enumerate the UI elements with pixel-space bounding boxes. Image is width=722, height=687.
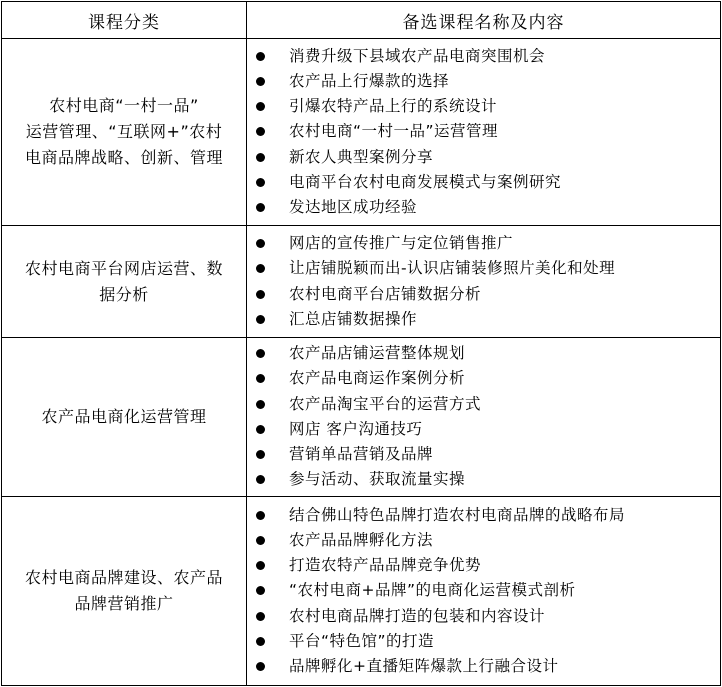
course-list-cell — [247, 337, 721, 496]
list-item — [247, 417, 720, 442]
bullet-icon — [256, 178, 265, 187]
bullet-icon — [256, 264, 265, 273]
bullet-icon — [256, 349, 265, 358]
list-item-text: 电商平台农村电商发展模式与案例研究 — [289, 172, 562, 191]
list-item-text: 平台“特色馆”的打造 — [289, 631, 435, 650]
list-item-text: 参与活动、获取流量实操 — [289, 470, 466, 489]
bullet-icon — [256, 127, 265, 136]
bullet-icon — [256, 203, 265, 212]
bullet-icon — [256, 52, 265, 61]
list-item — [247, 195, 720, 220]
bullet-icon — [256, 315, 265, 324]
list-item-text: 消费升级下县域农产品电商突围机会 — [289, 46, 546, 65]
list-item — [247, 604, 720, 629]
category-line: 农产品电商化运营管理 — [41, 406, 207, 426]
list-item-text: 网店 客户沟通技巧 — [289, 419, 423, 438]
list-item — [247, 366, 720, 391]
bullet-icon — [256, 153, 265, 162]
bullet-icon — [256, 450, 265, 459]
list-item — [247, 94, 720, 119]
list-item — [247, 145, 720, 170]
category-cell — [2, 226, 247, 338]
list-item — [247, 69, 720, 94]
list-item — [247, 503, 720, 528]
list-item-text: 农产品淘宝平台的运营方式 — [289, 394, 482, 413]
category-line: 据分析 — [99, 284, 149, 304]
bullet-icon — [256, 400, 265, 409]
list-item — [247, 231, 720, 256]
category-line: 农村电商“一村一品” — [49, 96, 199, 116]
course-list-cell — [247, 39, 721, 226]
list-item — [247, 654, 720, 679]
bullet-icon — [256, 290, 265, 299]
list-item-text: 农村电商平台店铺数据分析 — [289, 284, 482, 303]
header-row — [2, 2, 721, 39]
course-list-cell — [247, 496, 721, 685]
list-item — [247, 392, 720, 417]
list-item — [247, 341, 720, 366]
course-list — [247, 231, 720, 332]
table-row — [2, 496, 721, 685]
table-row — [2, 337, 721, 496]
list-item — [247, 442, 720, 467]
list-item-text: “农村电商+品牌”的电商化运营模式剖析 — [289, 581, 576, 600]
category-cell — [2, 39, 247, 226]
course-list — [247, 44, 720, 220]
bullet-icon — [256, 662, 265, 671]
list-item — [247, 170, 720, 195]
bullet-icon — [256, 612, 265, 621]
category-cell — [2, 496, 247, 685]
list-item-text: 农产品电商运作案例分析 — [289, 369, 466, 388]
list-item-text: 汇总店铺数据操作 — [289, 309, 418, 328]
list-item — [247, 467, 720, 492]
category-line: 运营管理、“互联网+”农村 — [25, 122, 223, 142]
content-header: 备选课程名称及内容 — [247, 2, 721, 39]
list-item — [247, 44, 720, 69]
list-item-text: 农村电商“一村一品”运营管理 — [289, 122, 499, 141]
list-item — [247, 528, 720, 553]
list-item-text: 网店的宣传推广与定位销售推广 — [289, 234, 514, 253]
course-list — [247, 503, 720, 679]
category-line: 电商品牌战略、创新、管理 — [24, 148, 223, 168]
list-item-text: 农产品店铺运营整体规划 — [289, 344, 466, 363]
category-cell — [2, 337, 247, 496]
list-item — [247, 256, 720, 281]
list-item-text: 打造农特产品品牌竞争优势 — [289, 556, 482, 575]
bullet-icon — [256, 475, 265, 484]
bullet-icon — [256, 586, 265, 595]
course-list-cell — [247, 226, 721, 338]
table-row — [2, 226, 721, 338]
list-item-text: 农产品上行爆款的选择 — [289, 72, 450, 91]
course-table — [1, 1, 721, 686]
list-item — [247, 119, 720, 144]
category-line: 品牌营销推广 — [74, 593, 174, 613]
list-item-text: 营销单品营销及品牌 — [289, 445, 434, 464]
list-item-text: 新农人典型案例分享 — [289, 147, 434, 166]
category-line: 农村电商品牌建设、农产品 — [24, 567, 223, 587]
list-item-text: 品牌孵化+直播矩阵爆款上行融合设计 — [289, 656, 559, 675]
list-item — [247, 553, 720, 578]
bullet-icon — [256, 511, 265, 520]
bullet-icon — [256, 102, 265, 111]
list-item-text: 让店铺脱颖而出-认识店铺装修照片美化和处理 — [289, 259, 616, 278]
list-item — [247, 282, 720, 307]
table-row — [2, 39, 721, 226]
bullet-icon — [256, 239, 265, 248]
bullet-icon — [256, 637, 265, 646]
list-item-text: 农产品品牌孵化方法 — [289, 530, 434, 549]
course-list — [247, 341, 720, 492]
bullet-icon — [256, 561, 265, 570]
list-item — [247, 629, 720, 654]
list-item — [247, 578, 720, 603]
list-item-text: 发达地区成功经验 — [289, 198, 418, 217]
list-item-text: 结合佛山特色品牌打造农村电商品牌的战略布局 — [289, 505, 626, 524]
bullet-icon — [256, 425, 265, 434]
bullet-icon — [256, 77, 265, 86]
list-item-text: 引爆农特产品上行的系统设计 — [289, 97, 498, 116]
bullet-icon — [256, 536, 265, 545]
bullet-icon — [256, 374, 265, 383]
category-header: 课程分类 — [2, 2, 247, 39]
category-line: 农村电商平台网店运营、数 — [24, 258, 223, 278]
list-item — [247, 307, 720, 332]
list-item-text: 农村电商品牌打造的包装和内容设计 — [289, 606, 546, 625]
